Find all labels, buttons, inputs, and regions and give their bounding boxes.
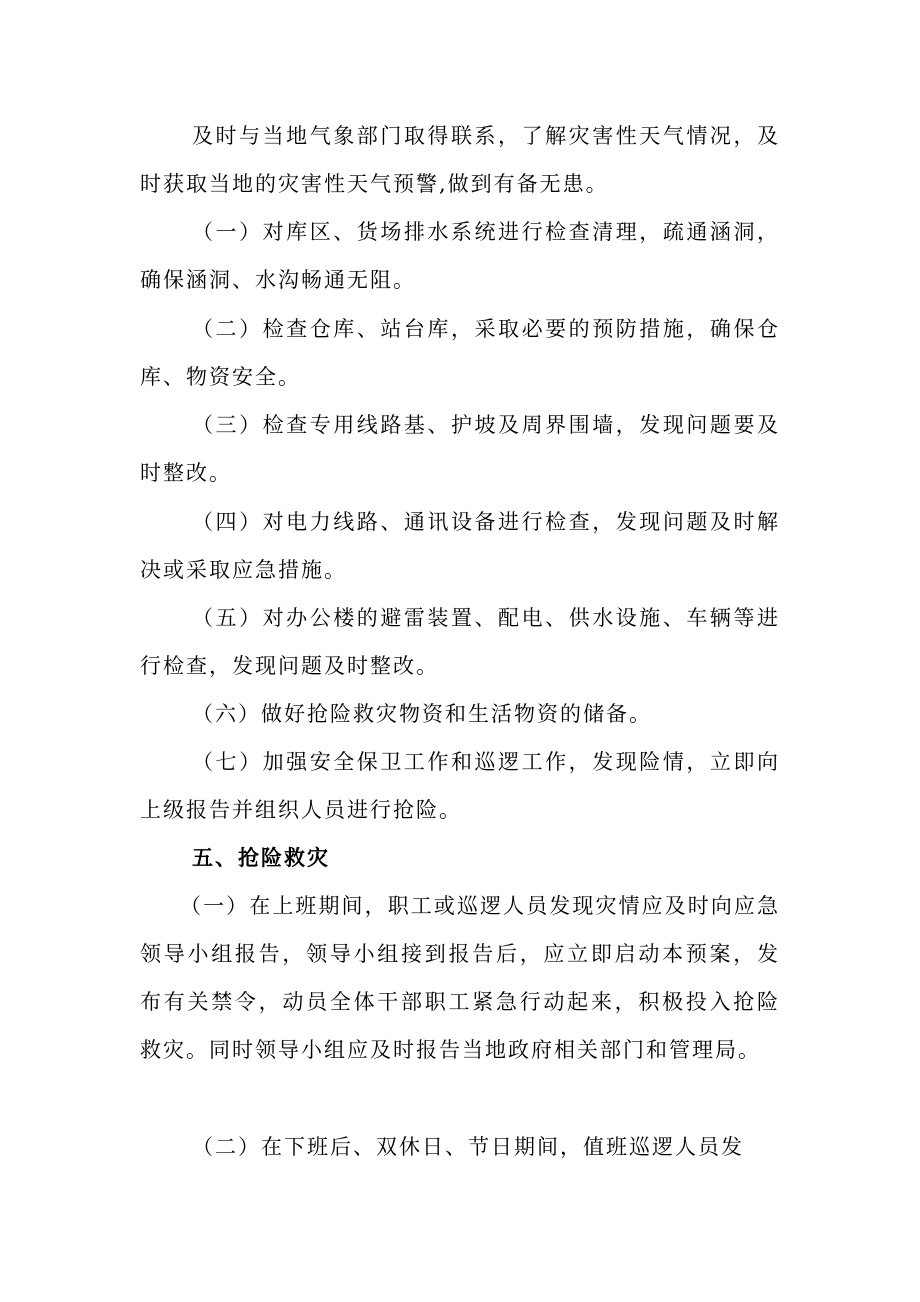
section-heading: 五、抢险救灾	[192, 845, 330, 870]
paragraph-item-1-drainage: （一）对库区、货场排水系统进行检查清理，疏通涵洞，确保涵洞、水沟畅通无阻。	[140, 220, 780, 292]
paragraph-item-6-supplies: （六）做好抢险救灾物资和生活物资的储备。	[192, 702, 652, 726]
paragraph-item-4-power-lines: （四）对电力线路、通讯设备进行检查，发现问题及时解决或采取应急措施。	[140, 510, 780, 582]
paragraph-rescue-1: （一）在上班期间，职工或巡逻人员发现灾情应及时向应急领导小组报告，领导小组接到报告后，应立即启动本预案，发布有关禁令，动员全体干部职工紧急行动起来，积极投入抢险救灾。同时领导小组应及时报告当地政府相关部门和管理局。	[140, 894, 780, 1062]
paragraph-weather-contact: 及时与当地气象部门取得联系，了解灾害性天气情况，及时获取当地的灾害性天气预警,做到有备无患。	[140, 124, 780, 196]
paragraph-item-5-office-building: （五）对办公楼的避雷装置、配电、供水设施、车辆等进行检查，发现问题及时整改。	[140, 606, 780, 678]
paragraph-rescue-2: （二）在下班后、双休日、节日期间，值班巡逻人员发	[192, 1135, 744, 1159]
paragraph-item-2-warehouse: （二）检查仓库、站台库，采取必要的预防措施，确保仓库、物资安全。	[140, 317, 780, 389]
paragraph-item-3-roadbed: （三）检查专用线路基、护坡及周界围墙，发现问题要及时整改。	[140, 413, 780, 485]
paragraph-item-7-security: （七）加强安全保卫工作和巡逻工作，发现险情，立即向上级报告并组织人员进行抢险。	[140, 750, 780, 822]
